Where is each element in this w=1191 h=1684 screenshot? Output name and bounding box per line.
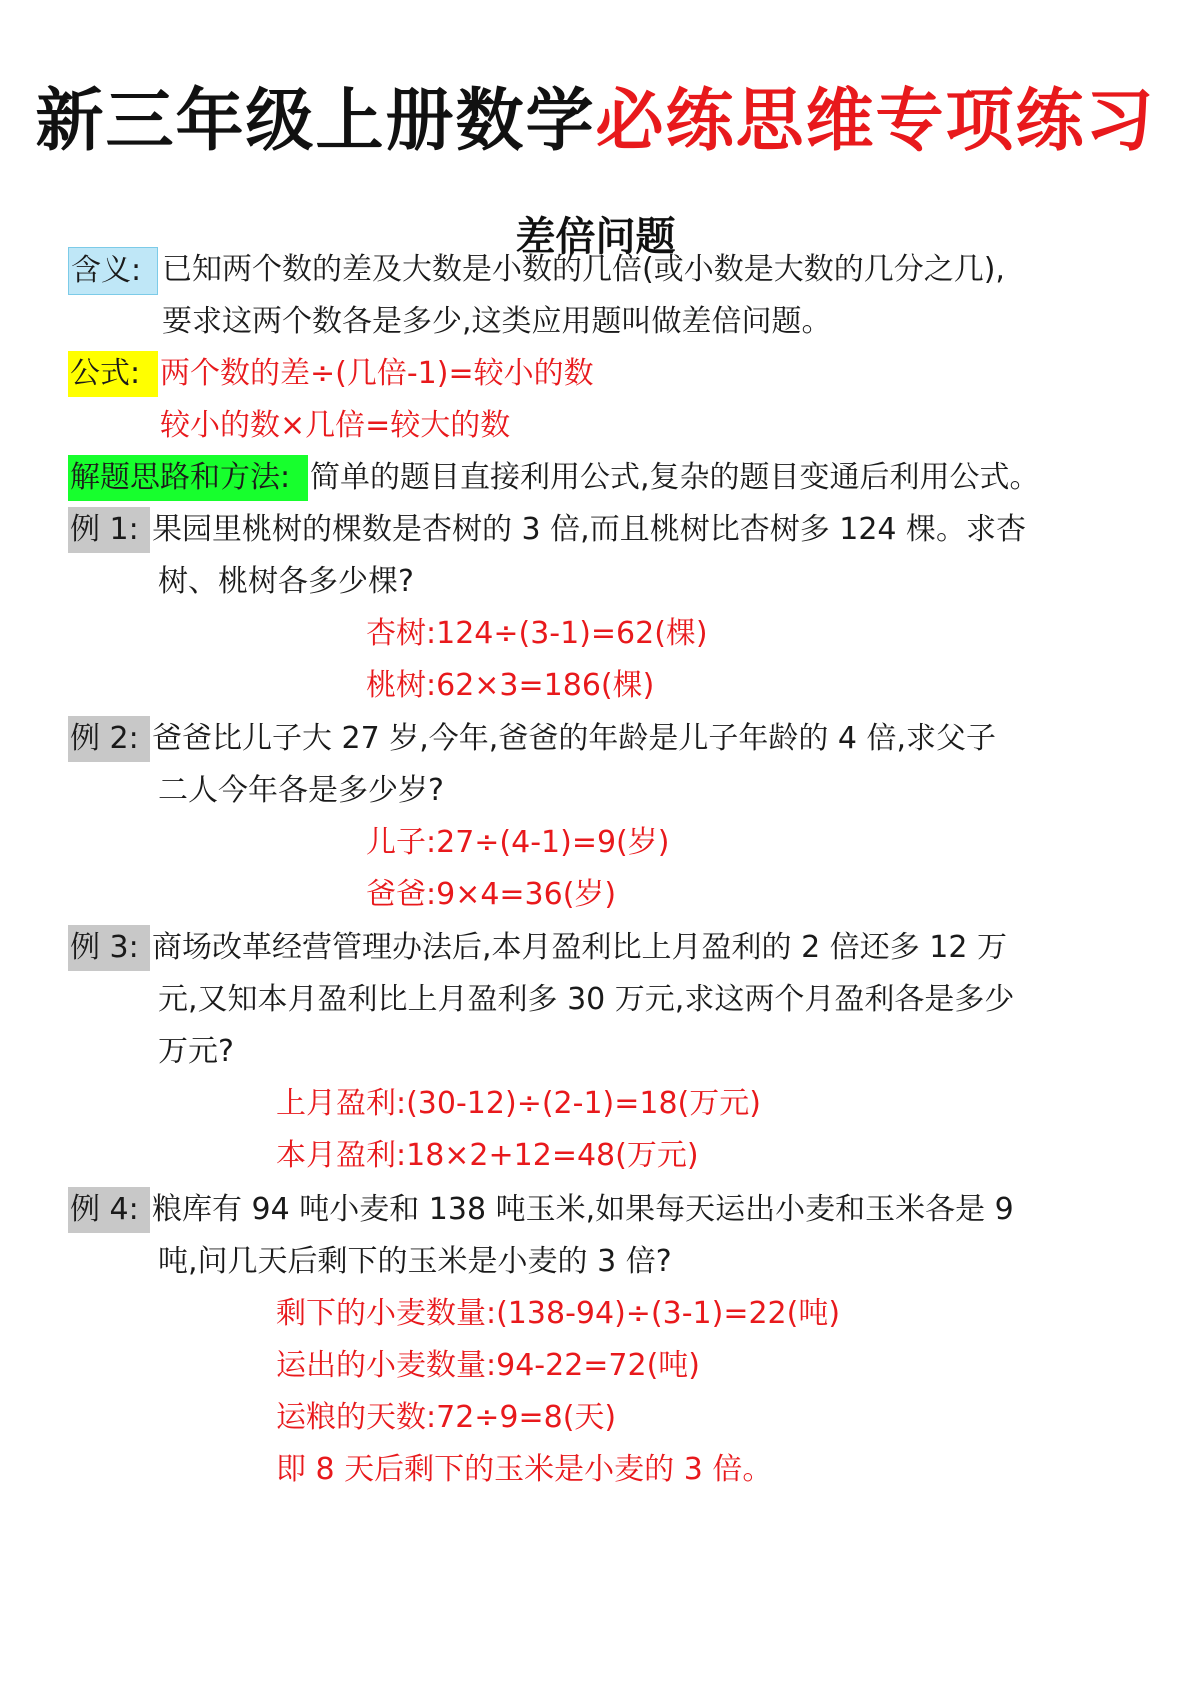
formula-line-1: 两个数的差÷(几倍-1)=较小的数 (160, 356, 594, 391)
example-1-label: 例 1: (68, 507, 150, 553)
page-title (0, 82, 1191, 161)
example-1-question-line-2: 树、桃树各多少棵? (158, 564, 414, 599)
meaning-label: 含义: (68, 247, 158, 295)
example-4-answer-1: 剩下的小麦数量:(138-94)÷(3-1)=22(吨) (276, 1296, 841, 1331)
example-4-answer-3: 运粮的天数:72÷9=8(天) (276, 1400, 617, 1435)
example-4-label: 例 4: (68, 1187, 150, 1233)
example-4-answer-2: 运出的小麦数量:94-22=72(吨) (276, 1348, 700, 1383)
example-4-question-line-1: 粮库有 94 吨小麦和 138 吨玉米,如果每天运出小麦和玉米各是 9 (152, 1192, 1014, 1227)
example-3-question-line-2: 元,又知本月盈利比上月盈利多 30 万元,求这两个月盈利各是多少 (158, 982, 1015, 1017)
example-4-question-line-2: 吨,问几天后剩下的玉米是小麦的 3 倍? (158, 1244, 672, 1279)
formula-line-2: 较小的数×几倍=较大的数 (160, 408, 511, 443)
title-part-red: 必练思维专项练习 (595, 82, 1156, 161)
method-label: 解题思路和方法: (68, 455, 308, 501)
example-2-answer-1: 儿子:27÷(4-1)=9(岁) (366, 825, 670, 860)
example-2-label: 例 2: (68, 716, 150, 762)
example-3-question-line-3: 万元? (158, 1034, 234, 1069)
example-1-answer-2: 桃树:62×3=186(棵) (366, 668, 655, 703)
example-3-question-line-1: 商场改革经营管理办法后,本月盈利比上月盈利的 2 倍还多 12 万 (152, 930, 1007, 965)
example-3-answer-2: 本月盈利:18×2+12=48(万元) (276, 1138, 699, 1173)
meaning-line-2: 要求这两个数各是多少,这类应用题叫做差倍问题。 (162, 304, 832, 339)
example-1-question-line-1: 果园里桃树的棵数是杏树的 3 倍,而且桃树比杏树多 124 棵。求杏 (152, 512, 1027, 547)
example-2-answer-2: 爸爸:9×4=36(岁) (366, 877, 617, 912)
meaning-line-1: 已知两个数的差及大数是小数的几倍(或小数是大数的几分之几), (162, 252, 1005, 287)
method-text: 简单的题目直接利用公式,复杂的题目变通后利用公式。 (310, 460, 1040, 495)
example-3-answer-1: 上月盈利:(30-12)÷(2-1)=18(万元) (276, 1086, 761, 1121)
example-1-answer-1: 杏树:124÷(3-1)=62(棵) (366, 616, 708, 651)
example-2-question-line-1: 爸爸比儿子大 27 岁,今年,爸爸的年龄是儿子年龄的 4 倍,求父子 (152, 721, 997, 756)
section-subtitle: 差倍问题 (515, 214, 676, 260)
example-4-answer-4: 即 8 天后剩下的玉米是小麦的 3 倍。 (276, 1452, 773, 1487)
example-2-question-line-2: 二人今年各是多少岁? (158, 773, 444, 808)
formula-label: 公式: (68, 351, 158, 397)
example-3-label: 例 3: (68, 925, 150, 971)
title-part-black: 新三年级上册数学 (35, 82, 596, 161)
